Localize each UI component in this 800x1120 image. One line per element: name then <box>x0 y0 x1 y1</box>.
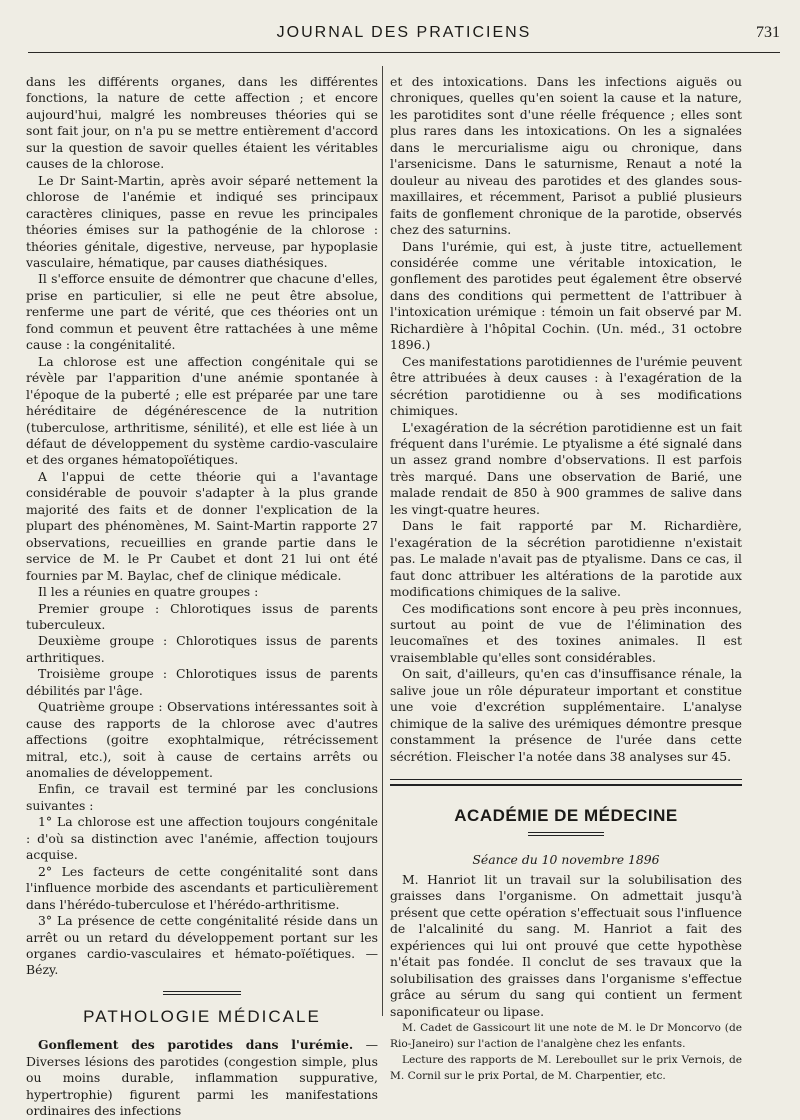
running-title: JOURNAL DES PRATICIENS <box>276 24 532 41</box>
group-item: Premier groupe : Chlorotiques issus de parents tuberculeux. <box>26 600 378 632</box>
paragraph <box>26 1037 378 1119</box>
conclusion-item: 2° Les facteurs de cette congénitalité sont dans l'influence morbide des ascendants et particulièrement dans l'hérédo-tuberculose et l'hérédo-arthritisme. <box>26 863 378 912</box>
separator <box>163 991 241 995</box>
paragraph: Enfin, ce travail est terminé par les conclusions suivantes : <box>26 781 378 813</box>
group-item: Deuxième groupe : Chlorotiques issus de parents arthritiques. <box>26 633 378 665</box>
page-header <box>28 22 780 53</box>
right-column <box>390 74 742 1084</box>
paragraph: M. Cadet de Gassicourt lit une note de M. le Dr Moncorvo (de Rio-Janeiro) sur l'action de l'analgène chez les enfants. <box>390 1022 742 1051</box>
paragraph: Ces modifications sont encore à peu près inconnues, surtout au point de vue de l'élimination des leucomaïnes et des toxines animales. Il est vraisemblable qu'elles sont considérables. <box>390 600 742 665</box>
conclusion-item: 1° La chlorose est une affection toujours congénitale : d'où sa distinction avec l'anémie, affection toujours acquise. <box>26 814 378 863</box>
paragraph: et des intoxications. Dans les infections aiguës ou chroniques, quelles qu'en soient la cause et la nature, les parotidites sont d'une réelle fréquence ; elles sont plus rares dans les intoxications. On les a signalées dans le mercurialisme aigu ou chronique, dans l'arsenicisme. Dans le saturnisme, Renaut a noté la douleur au niveau des parotides et des glandes sous-maxillaires, et récemment, Parisot a publié plusieurs faits de gonflement chronique de la parotide, observés chez des saturnins. <box>390 74 742 238</box>
paragraph: Dans le fait rapporté par M. Richardière, l'exagération de la sécrétion parotidienne n'existait pas. Le malade n'avait pas de ptyalisme. Dans ce cas, il faut donc attribuer les altérations de la parotide aux modifications chimiques de la salive. <box>390 518 742 600</box>
article-text: — Diverses lésions des parotides (congestion simple, plus ou moins durable, inflammation suppurative, hypertrophie) figurent parmi les manifestations ordinaires des infections <box>26 1037 378 1119</box>
column-divider <box>382 66 383 1016</box>
page-number: 731 <box>756 24 780 41</box>
left-column <box>26 74 378 1120</box>
session-notes <box>390 1020 742 1084</box>
conclusion-item: 3° La présence de cette congénitalité réside dans un arrêt ou un retard du développement portant sur les organes cardio-vasculaires et hémato-poïétiques. — Bézy. <box>26 913 378 978</box>
paragraph: On sait, d'ailleurs, qu'en cas d'insuffisance rénale, la salive joue un rôle dépurateur important et constitue une voie d'excrétion supplémentaire. L'analyse chimique de la salive des urémiques démontre presque constamment la présence de l'urée dans cette sécrétion. Fleischer l'a notée dans 38 analyses sur 45. <box>390 666 742 764</box>
paragraph: dans les différents organes, dans les différentes fonctions, la nature de cette affection ; et encore aujourd'hui, malgré les nombreuses théories qui se sont fait jour, on n'a pu se mettre entièrement d'accord sur la question de savoir quelles étaient les véritables causes de la chlorose. <box>26 74 378 172</box>
separator <box>528 832 604 836</box>
section-rule <box>390 779 742 786</box>
paragraph: Ces manifestations parotidiennes de l'urémie peuvent être attribuées à deux causes : à l'exagération de la sécrétion parotidienne ou à ses modifications chimiques. <box>390 353 742 419</box>
section-title: PATHOLOGIE MÉDICALE <box>83 1006 321 1026</box>
paragraph: A l'appui de cette théorie qui a l'avantage considérable de pouvoir s'adapter à la plus grande majorité des faits et de donner l'explication de la plupart des phénomènes, M. Saint-Martin rapporte 27 observations, recueillies en grande partie dans le service de M. le Pr Caubet et dont 21 lui ont été fournies par M. Baylac, chef de clinique médicale. <box>26 468 378 583</box>
group-item: Quatrième groupe : Observations intéressantes soit à cause des rapports de la chlorose avec d'autres affections (goitre exophtalmique, rétrécissement mitral, etc.), soit à cause de certains arrêts ou anomalies de développement. <box>26 699 378 781</box>
group-item: Troisième groupe : Chlorotiques issus de parents débilités par l'âge. <box>26 666 378 698</box>
section-title: ACADÉMIE DE MÉDECINE <box>454 806 678 826</box>
paragraph: M. Hanriot lit un travail sur la solubilisation des graisses dans l'organisme. On admettait jusqu'à présent que cette opération s'effectuait sous l'influence de l'alcalinité du sang. M. Hanriot a fait des expériences qui lui ont prouvé que cette hypothèse n'était pas fondée. Il conclut de ses travaux que la solubilisation des graisses dans l'organisme s'effectue grâce au sérum du sang qui contient un ferment saponificateur ou lipase. <box>390 871 742 1019</box>
paragraph: Il les a réunies en quatre groupes : <box>38 584 259 600</box>
paragraph: L'exagération de la sécrétion parotidienne est un fait fréquent dans l'urémie. Le ptyalisme a été signalé dans un assez grand nombre d'observations. Il est parfois très marqué. Dans une observation de Barié, une malade rendait de 850 à 900 grammes de salive dans les vingt-quatre heures. <box>390 419 742 517</box>
article-title: Gonflement des parotides dans l'urémie. <box>38 1037 354 1053</box>
paragraph: La chlorose est une affection congénitale qui se révèle par l'apparition d'une anémie spontanée à l'époque de la puberté ; elle est préparée par une tare héréditaire de dégénérescence de la nutrition (tuberculose, arthritisme, sénilité), et elle est liée à un défaut de développement du système cardio-vasculaire et des organes hématopoïétiques. <box>26 353 378 468</box>
paragraph: Dans l'urémie, qui est, à juste titre, actuellement considérée comme une véritable intoxication, le gonflement des parotides peut également être observé dans des conditions qui permettent de l'attribuer à l'intoxication urémique : témoin un fait observé par M. Richardière à l'hôpital Cochin. (Un. méd., 31 octobre 1896.) <box>390 238 742 353</box>
session-date: Séance du 10 novembre 1896 <box>472 852 660 868</box>
paragraph: Lecture des rapports de M. Lereboullet sur le prix Vernois, de M. Cornil sur le prix Portal, de M. Charpentier, etc. <box>390 1054 742 1083</box>
paragraph: Il s'efforce ensuite de démontrer que chacune d'elles, prise en particulier, si elle ne peut être absolue, renferme une part de vérité, que ces théories ont un fond commun et peuvent être rattachées à une même cause : la congénitalité. <box>26 271 378 353</box>
paragraph: Le Dr Saint-Martin, après avoir séparé nettement la chlorose de l'anémie et indiqué ses principaux caractères cliniques, passe en revue les principales théories émises sur la pathogénie de la chlorose : théories génitale, digestive, nerveuse, par hypoplasie vasculaire, hématique, par causes diathésiques. <box>26 172 378 270</box>
